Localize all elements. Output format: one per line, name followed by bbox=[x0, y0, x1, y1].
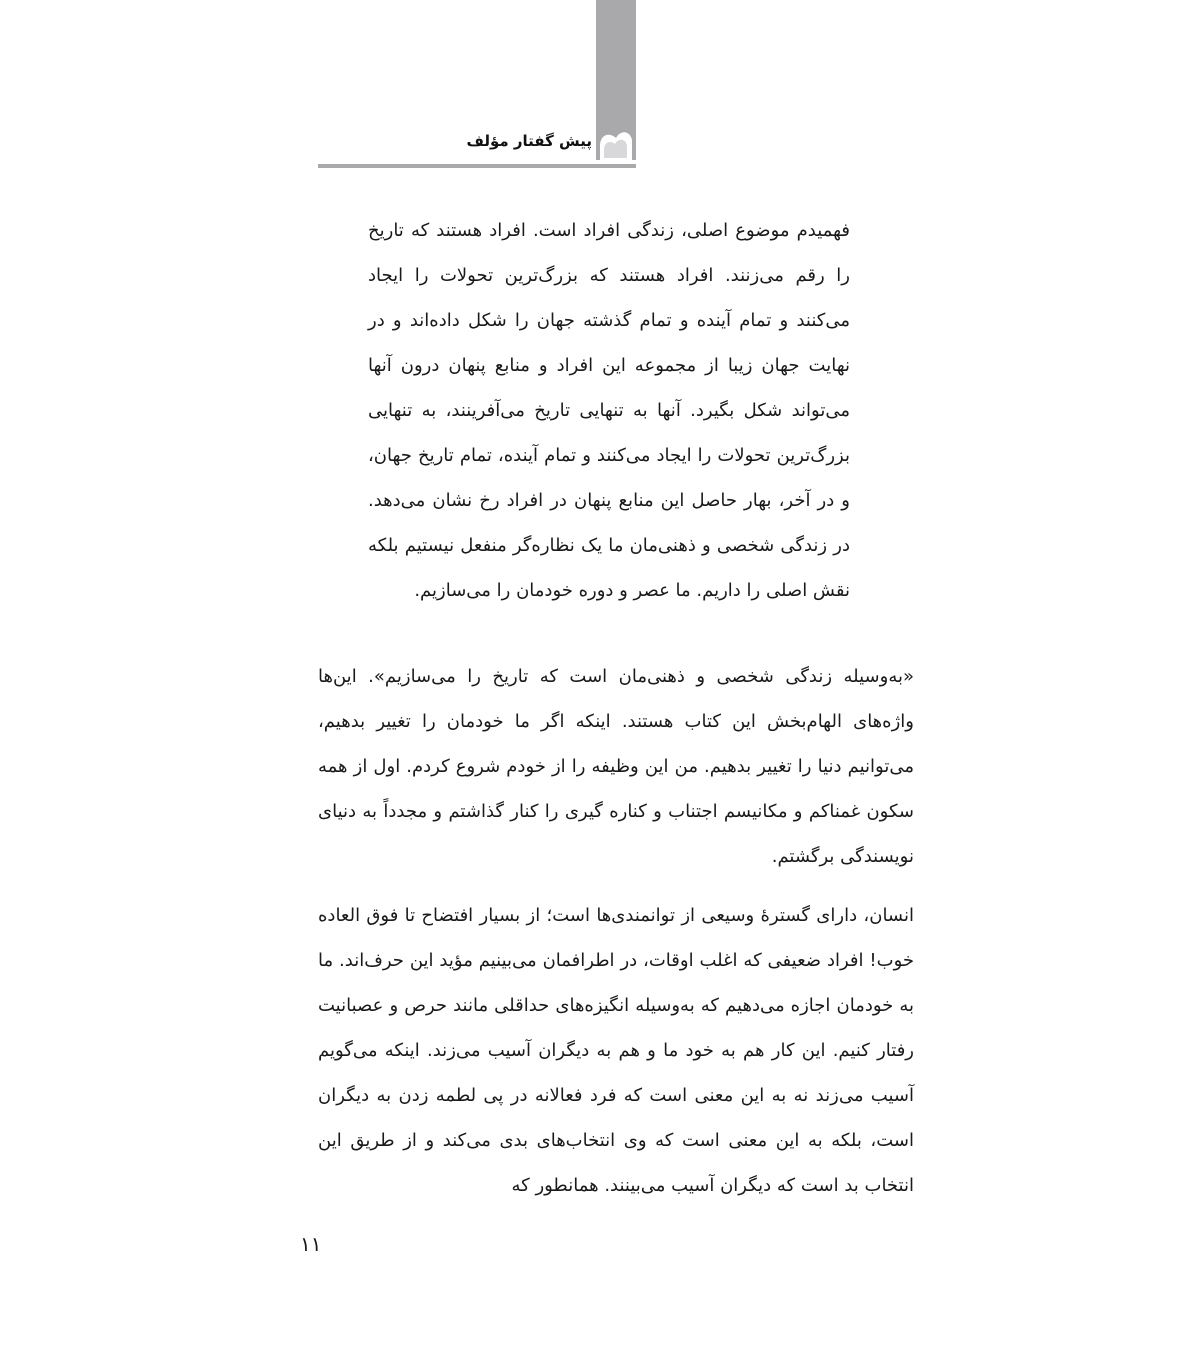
paragraph: انسان، دارای گسترهٔ وسیعی از توانمندی‌ها است؛ از بسیار افتضاح تا فوق العاده خوب! افراد ضعیفی که اغلب اوقات، در اطرافمان می‌بینیم مؤید این حرف‌اند. ما به خودمان اجازه می‌دهیم که به‌وسیله انگیزه‌های حداقلی مانند حرص و عصبانیت رفتار کنیم. این کار هم به خود ما و هم به دیگران آسیب می‌زند. اینکه می‌گویم آسیب می‌زند نه به این معنی است که فرد فعالانه در پی لطمه زدن به دیگران است، بلکه به این معنی است که وی انتخاب‌های بدی می‌کند و از طریق این انتخاب بد است که دیگران آسیب می‌بینند. همانطور که bbox=[318, 905, 914, 1196]
flower-icon bbox=[596, 124, 636, 162]
body-text bbox=[318, 654, 914, 1222]
page-header-title: پیش گفتار مؤلف bbox=[466, 132, 592, 150]
quote-block: فهمیدم موضوع اصلی، زندگی افراد است. افراد هستند که تاریخ را رقم می‌زنند. افراد هستند که بزرگ‌ترین تحولات را ایجاد می‌کنند و تمام آینده و تمام گذشته جهان را شکل داده‌اند و در نهایت جهان زیبا از مجموعه این افراد و منابع پنهان درون آنها می‌تواند شکل بگیرد. آنها به تنهایی تاریخ می‌آفرینند، به تنهایی بزرگ‌ترین تحولات را ایجاد می‌کنند و تمام آینده، تمام تاریخ جهان، و در آخر، بهار حاصل این منابع پنهان در افراد رخ نشان می‌دهد. در زندگی شخصی و ذهنی‌مان ما یک نظاره‌گر منفعل نیستیم بلکه نقش اصلی را داریم. ما عصر و دوره خودمان را می‌سازیم. bbox=[368, 220, 850, 601]
paragraph: «به‌وسیله زندگی شخصی و ذهنی‌مان است که تاریخ را می‌سازیم». این‌ها واژه‌های الهام‌بخش این کتاب هستند. اینکه اگر ما خودمان را تغییر بدهیم، می‌توانیم دنیا را تغییر بدهیم. من این وظیفه را از خودم شروع کردم. اول از همه سکون غمناکم و مکانیسم اجتناب و کناره گیری را کنار گذاشتم و مجدداً به دنیای نویسندگی برگشتم. bbox=[318, 666, 914, 867]
header-rule bbox=[318, 164, 636, 168]
page-number: ۱۱ bbox=[300, 1232, 322, 1256]
